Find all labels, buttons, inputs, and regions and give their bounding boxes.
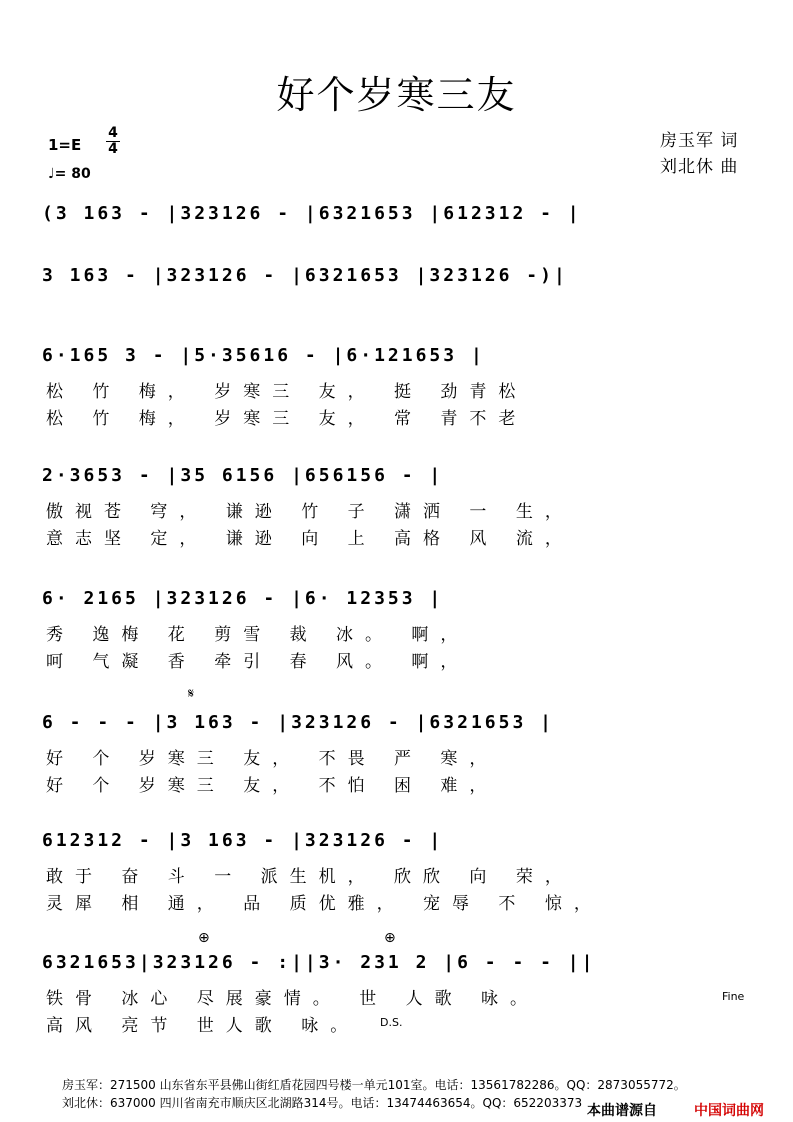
meter-bottom: 4 bbox=[106, 141, 120, 157]
footer-line-1: 房玉军：271500 山东省东平县佛山街红盾花园四号楼一单元101室。电话：13561782286。QQ：2873055772。 bbox=[62, 1078, 686, 1092]
notation-line: (3 163 - |323126 - |6321653 |612312 - | bbox=[42, 203, 582, 224]
watermark-site: 中国词曲网 bbox=[694, 1103, 764, 1119]
fine-marking: Fine bbox=[722, 990, 745, 1003]
meter-top: 4 bbox=[108, 125, 118, 141]
ds-marking: D.S. bbox=[380, 1016, 403, 1029]
tempo-marking bbox=[48, 166, 91, 182]
lyric-line: 灵犀 相 通， 品 质优雅， 宠辱 不 惊， bbox=[46, 894, 603, 914]
composer-credit: 刘北休 曲 bbox=[660, 157, 739, 177]
lyric-line: 高风 亮节 世人歌 咏。 bbox=[46, 1016, 360, 1036]
key-signature: 1=E bbox=[48, 136, 82, 154]
footer-line-2: 刘北休：637000 四川省南充市顺庆区北湖路314号。电话：13474463654。QQ：652203373 bbox=[62, 1096, 583, 1110]
page-title: 好个岁寒三友 bbox=[276, 73, 517, 117]
lyric-line: 敢于 奋 斗 一 派生机， 欣欣 向 荣， bbox=[46, 867, 574, 887]
segno-icon: 𝄋 bbox=[188, 686, 195, 702]
lyric-line: 好 个 岁寒三 友， 不畏 严 寒， bbox=[46, 749, 499, 769]
lyric-line: 好 个 岁寒三 友， 不怕 困 难， bbox=[46, 776, 499, 796]
notation-line: 6321653|323126 - :||3· 231 2 |6 - - - || bbox=[42, 952, 596, 973]
lyric-line: 松 竹 梅， 岁寒三 友， 常 青不老 bbox=[46, 409, 528, 429]
notation-line: 3 163 - |323126 - |6321653 |323126 -)| bbox=[42, 265, 568, 286]
lyric-line: 呵 气凝 香 牵引 春 风。 啊， bbox=[46, 652, 470, 672]
lyric-line: 意志坚 定， 谦逊 向 上 高格 风 流， bbox=[46, 529, 574, 549]
notation-line: 2·3653 - |35 6156 |656156 - | bbox=[42, 465, 444, 486]
notation-line: 6· 2165 |323126 - |6· 12353 | bbox=[42, 588, 444, 609]
quarter-note-icon: ♩ bbox=[48, 166, 55, 182]
time-signature bbox=[106, 126, 120, 157]
lyricist-credit: 房玉军 词 bbox=[660, 131, 739, 151]
tempo-value: = 80 bbox=[54, 166, 91, 182]
coda-icon-2: ⊕ bbox=[384, 930, 396, 946]
lyric-line: 铁骨 冰心 尽展豪情。 世 人歌 咏。 bbox=[46, 989, 540, 1009]
watermark-source: 本曲谱源自 bbox=[587, 1103, 657, 1119]
lyric-line: 秀 逸梅 花 剪雪 裁 冰。 啊， bbox=[46, 625, 470, 645]
notation-line: 612312 - |3 163 - |323126 - | bbox=[42, 830, 444, 851]
coda-icon: ⊕ bbox=[198, 930, 210, 946]
notation-line: 6·165 3 - |5·35616 - |6·121653 | bbox=[42, 345, 485, 366]
notation-line: 6 - - - |3 163 - |323126 - |6321653 | bbox=[42, 712, 554, 733]
lyric-line: 松 竹 梅， 岁寒三 友， 挺 劲青松 bbox=[46, 382, 528, 402]
lyric-line: 傲视苍 穹， 谦逊 竹 子 潇洒 一 生， bbox=[46, 502, 574, 522]
